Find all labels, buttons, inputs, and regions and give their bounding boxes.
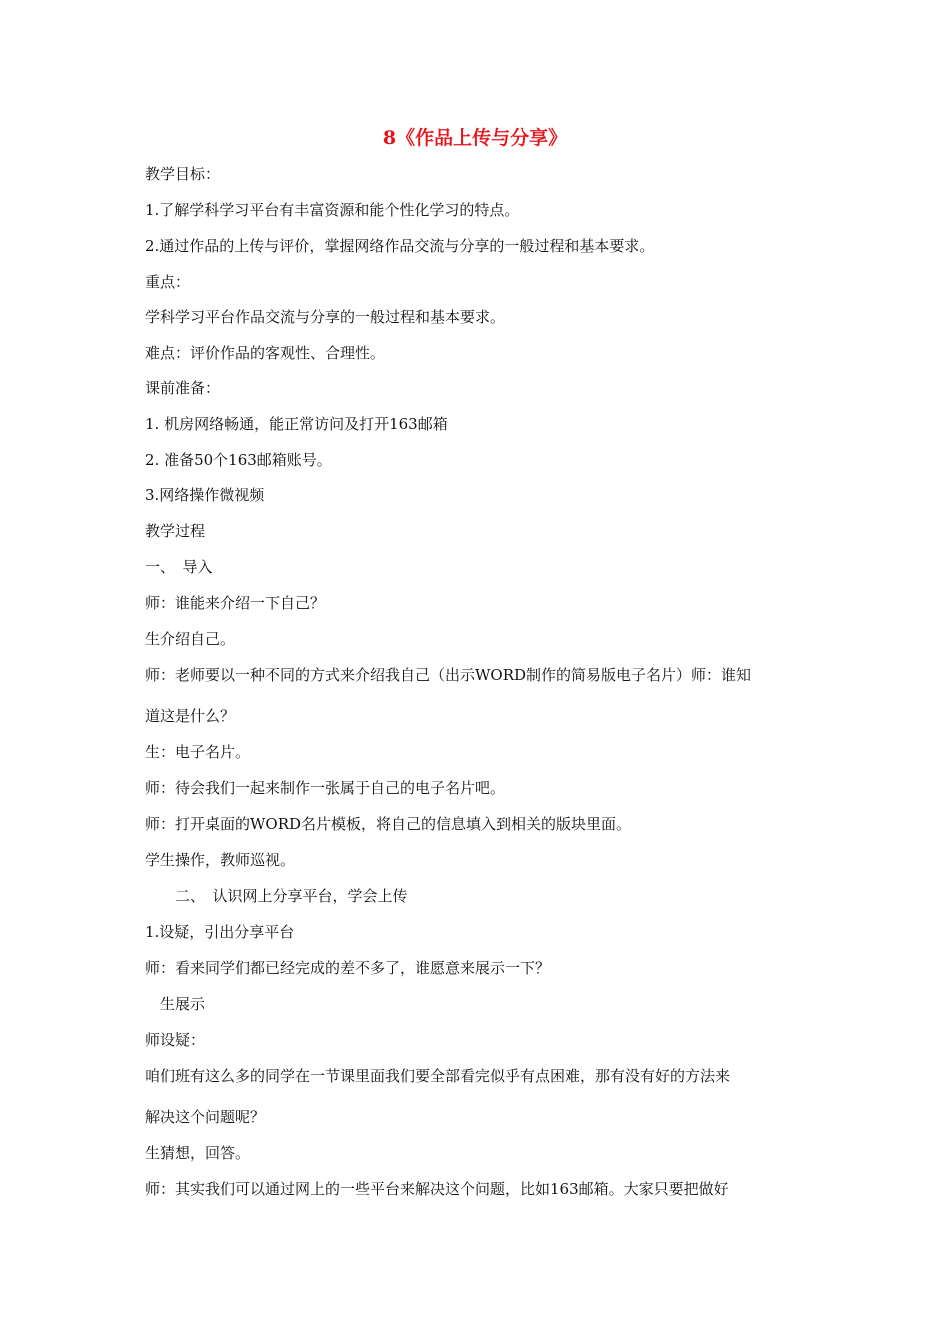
text-line: 二、 认识网上分享平台，学会上传 <box>145 887 408 905</box>
text-line: 生介绍自己。 <box>145 630 236 648</box>
text-line: 重点： <box>145 273 191 291</box>
text-line: 教学过程 <box>145 522 206 540</box>
text-line: 教学目标： <box>145 165 221 183</box>
text-line: 师：谁能来介绍一下自己？ <box>145 594 326 612</box>
text-line: 1. 机房网络畅通，能正常访问及打开163邮箱 <box>145 415 448 433</box>
text-line: 生猜想，回答。 <box>145 1144 251 1162</box>
text-line: 学生操作，教师巡视。 <box>145 851 296 869</box>
text-line: 师：看来同学们都已经完成的差不多了，谁愿意来展示一下？ <box>145 959 551 977</box>
text-line: 师：其实我们可以通过网上的一些平台来解决这个问题，比如163邮箱。大家只要把做好 <box>145 1180 729 1198</box>
text-line: 学科学习平台作品交流与分享的一般过程和基本要求。 <box>145 308 506 326</box>
text-line: 师：待会我们一起来制作一张属于自己的电子名片吧。 <box>145 779 506 797</box>
text-line: 难点：评价作品的客观性、合理性。 <box>145 344 386 362</box>
text-line: 咱们班有这么多的同学在一节课里面我们要全部看完似乎有点困难，那有没有好的方法来 <box>145 1067 731 1085</box>
text-line: 1.设疑，引出分享平台 <box>145 923 295 941</box>
text-line: 1.了解学科学习平台有丰富资源和能个性化学习的特点。 <box>145 201 520 219</box>
text-line: 道这是什么？ <box>145 707 236 725</box>
text-line: 师设疑： <box>145 1031 206 1049</box>
text-line: 师：老师要以一种不同的方式来介绍我自己（出示WORD制作的简易版电子名片）师：谁知 <box>145 666 752 684</box>
text-line: 课前准备： <box>145 379 221 397</box>
text-line: 2.通过作品的上传与评价，掌握网络作品交流与分享的一般过程和基本要求。 <box>145 237 655 255</box>
text-line: 生展示 <box>145 995 206 1013</box>
text-line: 一、 导入 <box>145 558 213 576</box>
text-line: 2. 准备50个163邮箱账号。 <box>145 451 332 469</box>
text-line: 师：打开桌面的WORD名片模板，将自己的信息填入到相关的版块里面。 <box>145 815 632 833</box>
document-title: 8《作品上传与分享》 <box>382 127 568 149</box>
text-line: 生：电子名片。 <box>145 743 251 761</box>
text-line: 解决这个问题呢？ <box>145 1108 266 1126</box>
text-line: 3.网络操作微视频 <box>145 486 265 504</box>
